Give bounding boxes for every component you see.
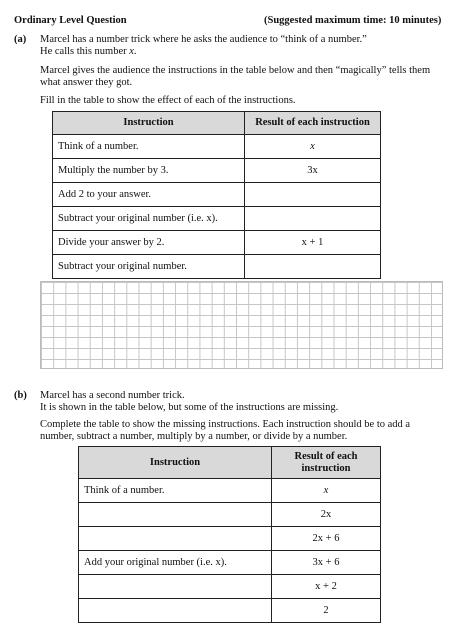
- working-grid[interactable]: [40, 281, 443, 369]
- table-b-result-cell: 3x + 6: [272, 551, 381, 575]
- table-a-result-cell[interactable]: [245, 255, 381, 279]
- table-a-instruction-cell: Add 2 to your answer.: [53, 183, 245, 207]
- table-a-header-row: [53, 112, 381, 135]
- instruction-table-a: [52, 111, 381, 279]
- part-b-label: (b): [14, 390, 27, 401]
- part-a-para2-line1: Marcel gives the audience the instructions in the table below and then “magically” tells them: [40, 65, 431, 76]
- part-a-para3: Fill in the table to show the effect of each of the instructions.: [40, 95, 296, 106]
- table-a-instruction-cell: Subtract your original number (i.e. x).: [53, 207, 245, 231]
- table-a-result-cell[interactable]: [245, 183, 381, 207]
- part-a-para2-line2: what answer they got.: [40, 77, 133, 88]
- table-row: [53, 183, 381, 207]
- table-a-instruction-cell: Multiply the number by 3.: [53, 159, 245, 183]
- part-a-line2-post: .: [133, 46, 137, 57]
- part-a-line2-pre: He calls this number: [40, 46, 130, 57]
- table-b-instruction-cell[interactable]: Think of a number.: [79, 479, 272, 503]
- table-row: [79, 551, 381, 575]
- table-b-instruction-cell[interactable]: [79, 527, 272, 551]
- part-a-line1: Marcel has a number trick where he asks the audience to “think of a number.”: [40, 34, 367, 45]
- table-b-result-cell: 2x: [272, 503, 381, 527]
- table-row: [53, 207, 381, 231]
- table-b-header-result: [272, 447, 381, 479]
- part-b-para2-line1: Complete the table to show the missing instructions. Each instruction should be to add a: [40, 419, 411, 430]
- table-b-instruction-cell[interactable]: [79, 599, 272, 623]
- instruction-table-b: [78, 446, 381, 623]
- table-a-header-instruction: Instruction: [53, 112, 245, 135]
- table-a-instruction-cell: Subtract your original number.: [53, 255, 245, 279]
- question-title: Ordinary Level Question: [14, 15, 127, 26]
- table-row: [79, 527, 381, 551]
- table-b-result-cell: x + 2: [272, 575, 381, 599]
- part-a-label: (a): [14, 34, 27, 45]
- part-b-line2: It is shown in the table below, but some of the instructions are missing.: [40, 402, 339, 413]
- table-b-header-result-line2: instruction: [301, 462, 351, 474]
- table-row: [79, 479, 381, 503]
- table-a-result-cell[interactable]: [245, 207, 381, 231]
- table-row: [53, 231, 381, 255]
- table-b-instruction-cell[interactable]: [79, 503, 272, 527]
- part-b-line1: Marcel has a second number trick.: [40, 390, 185, 401]
- table-row: [53, 135, 381, 159]
- table-a-header-result: Result of each instruction: [245, 112, 381, 135]
- table-a-result-cell[interactable]: 3x: [245, 159, 381, 183]
- part-b-para2-line2: number, subtract a number, multiply by a number, or divide by a number.: [40, 431, 348, 442]
- table-row: [79, 503, 381, 527]
- part-a-line2-var: x: [129, 46, 134, 57]
- table-row: [79, 575, 381, 599]
- table-a-result-cell[interactable]: x: [245, 135, 381, 159]
- table-b-header-result-line1: Result of each: [294, 450, 358, 462]
- table-a-instruction-cell: Divide your answer by 2.: [53, 231, 245, 255]
- table-b-result-cell: 2x + 6: [272, 527, 381, 551]
- table-row: [53, 255, 381, 279]
- table-b-result-cell: x: [272, 479, 381, 503]
- part-a-line2: [40, 46, 137, 58]
- table-row: [53, 159, 381, 183]
- table-b-header-row: [79, 447, 381, 479]
- table-row: [79, 599, 381, 623]
- table-b-result-cell: 2: [272, 599, 381, 623]
- suggested-time: (Suggested maximum time: 10 minutes): [264, 15, 442, 26]
- table-a-instruction-cell: Think of a number.: [53, 135, 245, 159]
- table-b-instruction-cell[interactable]: Add your original number (i.e. x).: [79, 551, 272, 575]
- table-a-result-cell[interactable]: x + 1: [245, 231, 381, 255]
- table-b-instruction-cell[interactable]: [79, 575, 272, 599]
- table-b-header-instruction: Instruction: [79, 447, 272, 479]
